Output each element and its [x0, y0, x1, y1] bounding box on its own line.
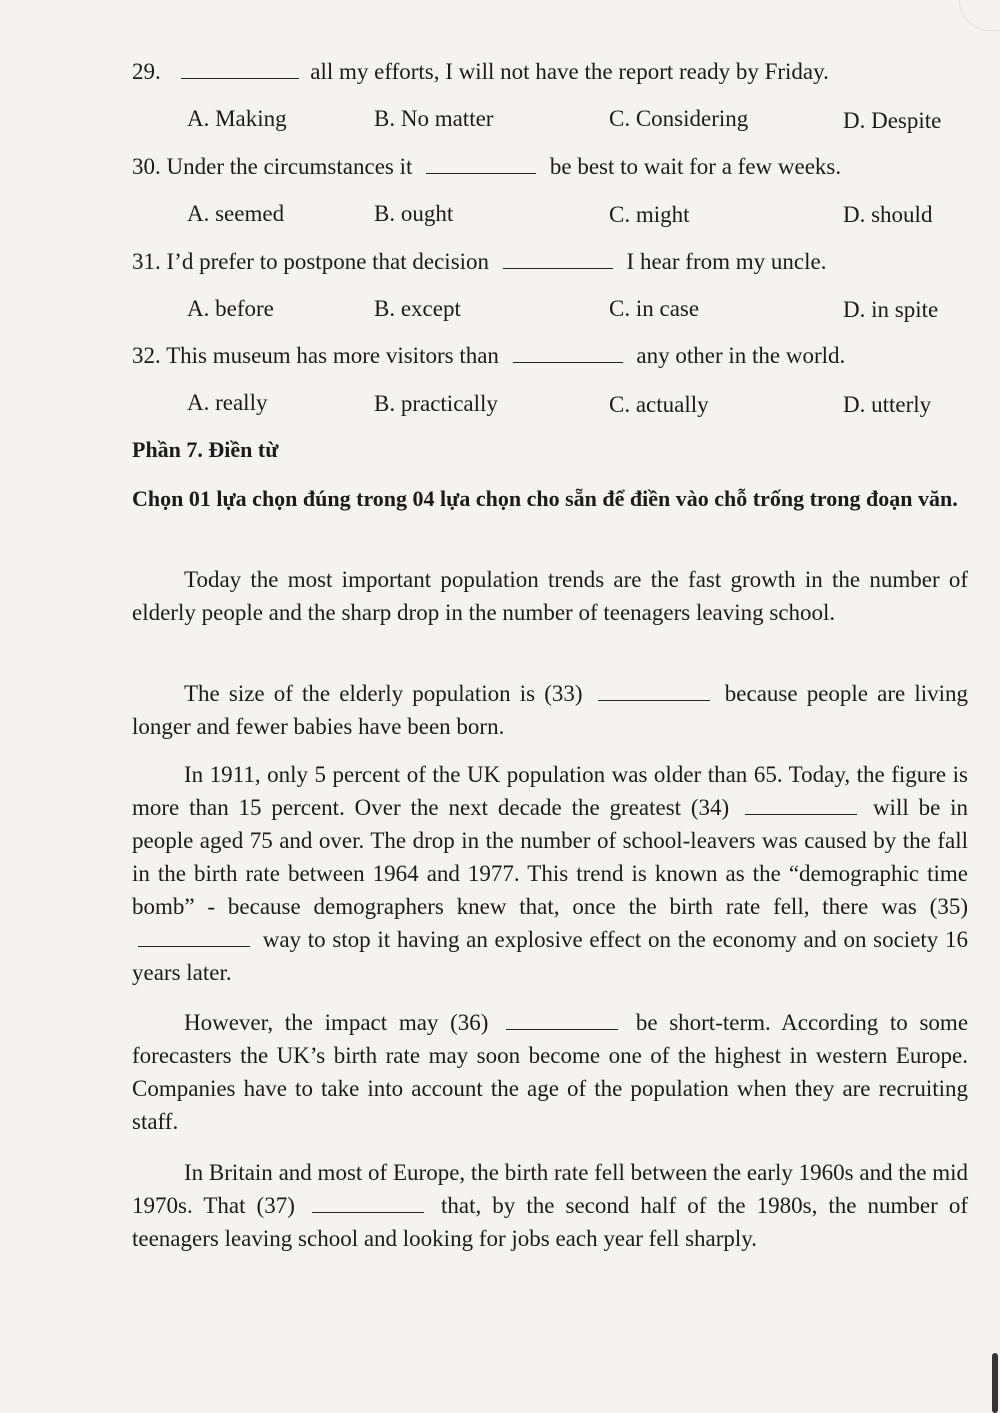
option-c[interactable]: C. Considering [609, 106, 749, 131]
question-29 [132, 58, 829, 85]
option-b[interactable]: B. ought [374, 201, 454, 226]
passage-paragraph-5 [132, 1156, 968, 1255]
answer-blank[interactable] [503, 248, 613, 269]
passage-paragraph-3 [132, 758, 968, 989]
paragraph-text: In Britain and most of Europe, the birth rate fell between the early 1960s and the mid 1970s. That (37) [132, 1160, 968, 1218]
option-b[interactable]: B. No matter [374, 106, 494, 131]
passage-paragraph-1 [132, 563, 968, 629]
answer-blank[interactable] [513, 342, 623, 363]
option-d[interactable]: D. Despite [843, 108, 942, 133]
question-32 [132, 342, 845, 369]
passage-paragraph-4 [132, 1006, 968, 1138]
paragraph-text: way to stop it having an explosive effect on the economy and on society 16 years later. [132, 927, 968, 985]
question-text-after: any other in the world. [636, 343, 846, 368]
question-text-after: be best to wait for a few weeks. [549, 154, 842, 179]
paragraph-text: because people are living longer and fewer babies have been born. [132, 681, 969, 739]
question-number: 30. [132, 154, 161, 179]
blank-35[interactable] [138, 926, 250, 947]
option-b[interactable]: B. except [374, 296, 461, 321]
question-text-before: I’d prefer to postpone that decision [166, 249, 490, 274]
paragraph-text: However, the impact may (36) [184, 1010, 489, 1035]
question-text-before: This museum has more visitors than [166, 343, 499, 368]
option-a[interactable]: A. seemed [187, 201, 285, 226]
question-text-after: I hear from my uncle. [626, 249, 827, 274]
page-corner-curl [959, 0, 1000, 31]
blank-34[interactable] [745, 794, 857, 815]
question-number: 32. [132, 343, 161, 368]
section-heading: Phần 7. Điền từ [132, 437, 279, 462]
option-d[interactable]: D. utterly [843, 392, 932, 417]
question-31 [132, 248, 826, 275]
question-number: 31. [132, 249, 161, 274]
question-30 [132, 153, 841, 180]
paragraph-text: Today the most important population trends are the fast growth in the number of elderly people and the sharp drop in the number of teenagers leaving school. [132, 567, 968, 625]
option-d[interactable]: D. should [843, 202, 933, 227]
paragraph-text: In 1911, only 5 percent of the UK population was older than 65. Today, the figure is more than 15 percent. Over the next decade the greatest (34) [132, 762, 968, 820]
question-number: 29. [132, 59, 161, 84]
answer-blank[interactable] [181, 58, 299, 79]
option-a[interactable]: A. before [187, 296, 274, 321]
option-d[interactable]: D. in spite [843, 297, 939, 322]
question-text-after: all my efforts, I will not have the report ready by Friday. [310, 59, 829, 84]
blank-36[interactable] [506, 1009, 618, 1030]
option-c[interactable]: C. actually [609, 392, 709, 417]
option-a[interactable]: A. really [187, 390, 268, 415]
paragraph-text: that, by the second half of the 1980s, the number of teenagers leaving school and looking for jobs each year fell sharply. [132, 1193, 969, 1251]
question-text-before: Under the circumstances it [166, 154, 413, 179]
option-a[interactable]: A. Making [187, 106, 287, 131]
option-c[interactable]: C. might [609, 202, 690, 227]
answer-blank[interactable] [426, 153, 536, 174]
binding-edge-mark [992, 1353, 998, 1413]
blank-37[interactable] [312, 1192, 424, 1213]
passage-paragraph-2 [132, 677, 968, 743]
option-c[interactable]: C. in case [609, 296, 700, 321]
paragraph-text: The size of the elderly population is (33) [184, 681, 583, 706]
blank-33[interactable] [598, 680, 710, 701]
section-instruction: Chọn 01 lựa chọn đúng trong 04 lựa chọn cho sẵn để điền vào chỗ trống trong đoạn văn. [132, 486, 958, 511]
paragraph-text: will be in people aged 75 and over. The drop in the number of school-leavers was caused by the fall in the birth rate between 1964 and 1977. This trend is known as the “demographic time bomb” - because demographers knew that, once the birth rate fell, there was (35) [132, 795, 969, 919]
option-b[interactable]: B. practically [374, 391, 498, 416]
paragraph-text: be short-term. According to some forecasters the UK’s birth rate may soon become one of the highest in western Europe. Companies have to take into account the age of the population when they are recruiting staff. [132, 1010, 969, 1134]
